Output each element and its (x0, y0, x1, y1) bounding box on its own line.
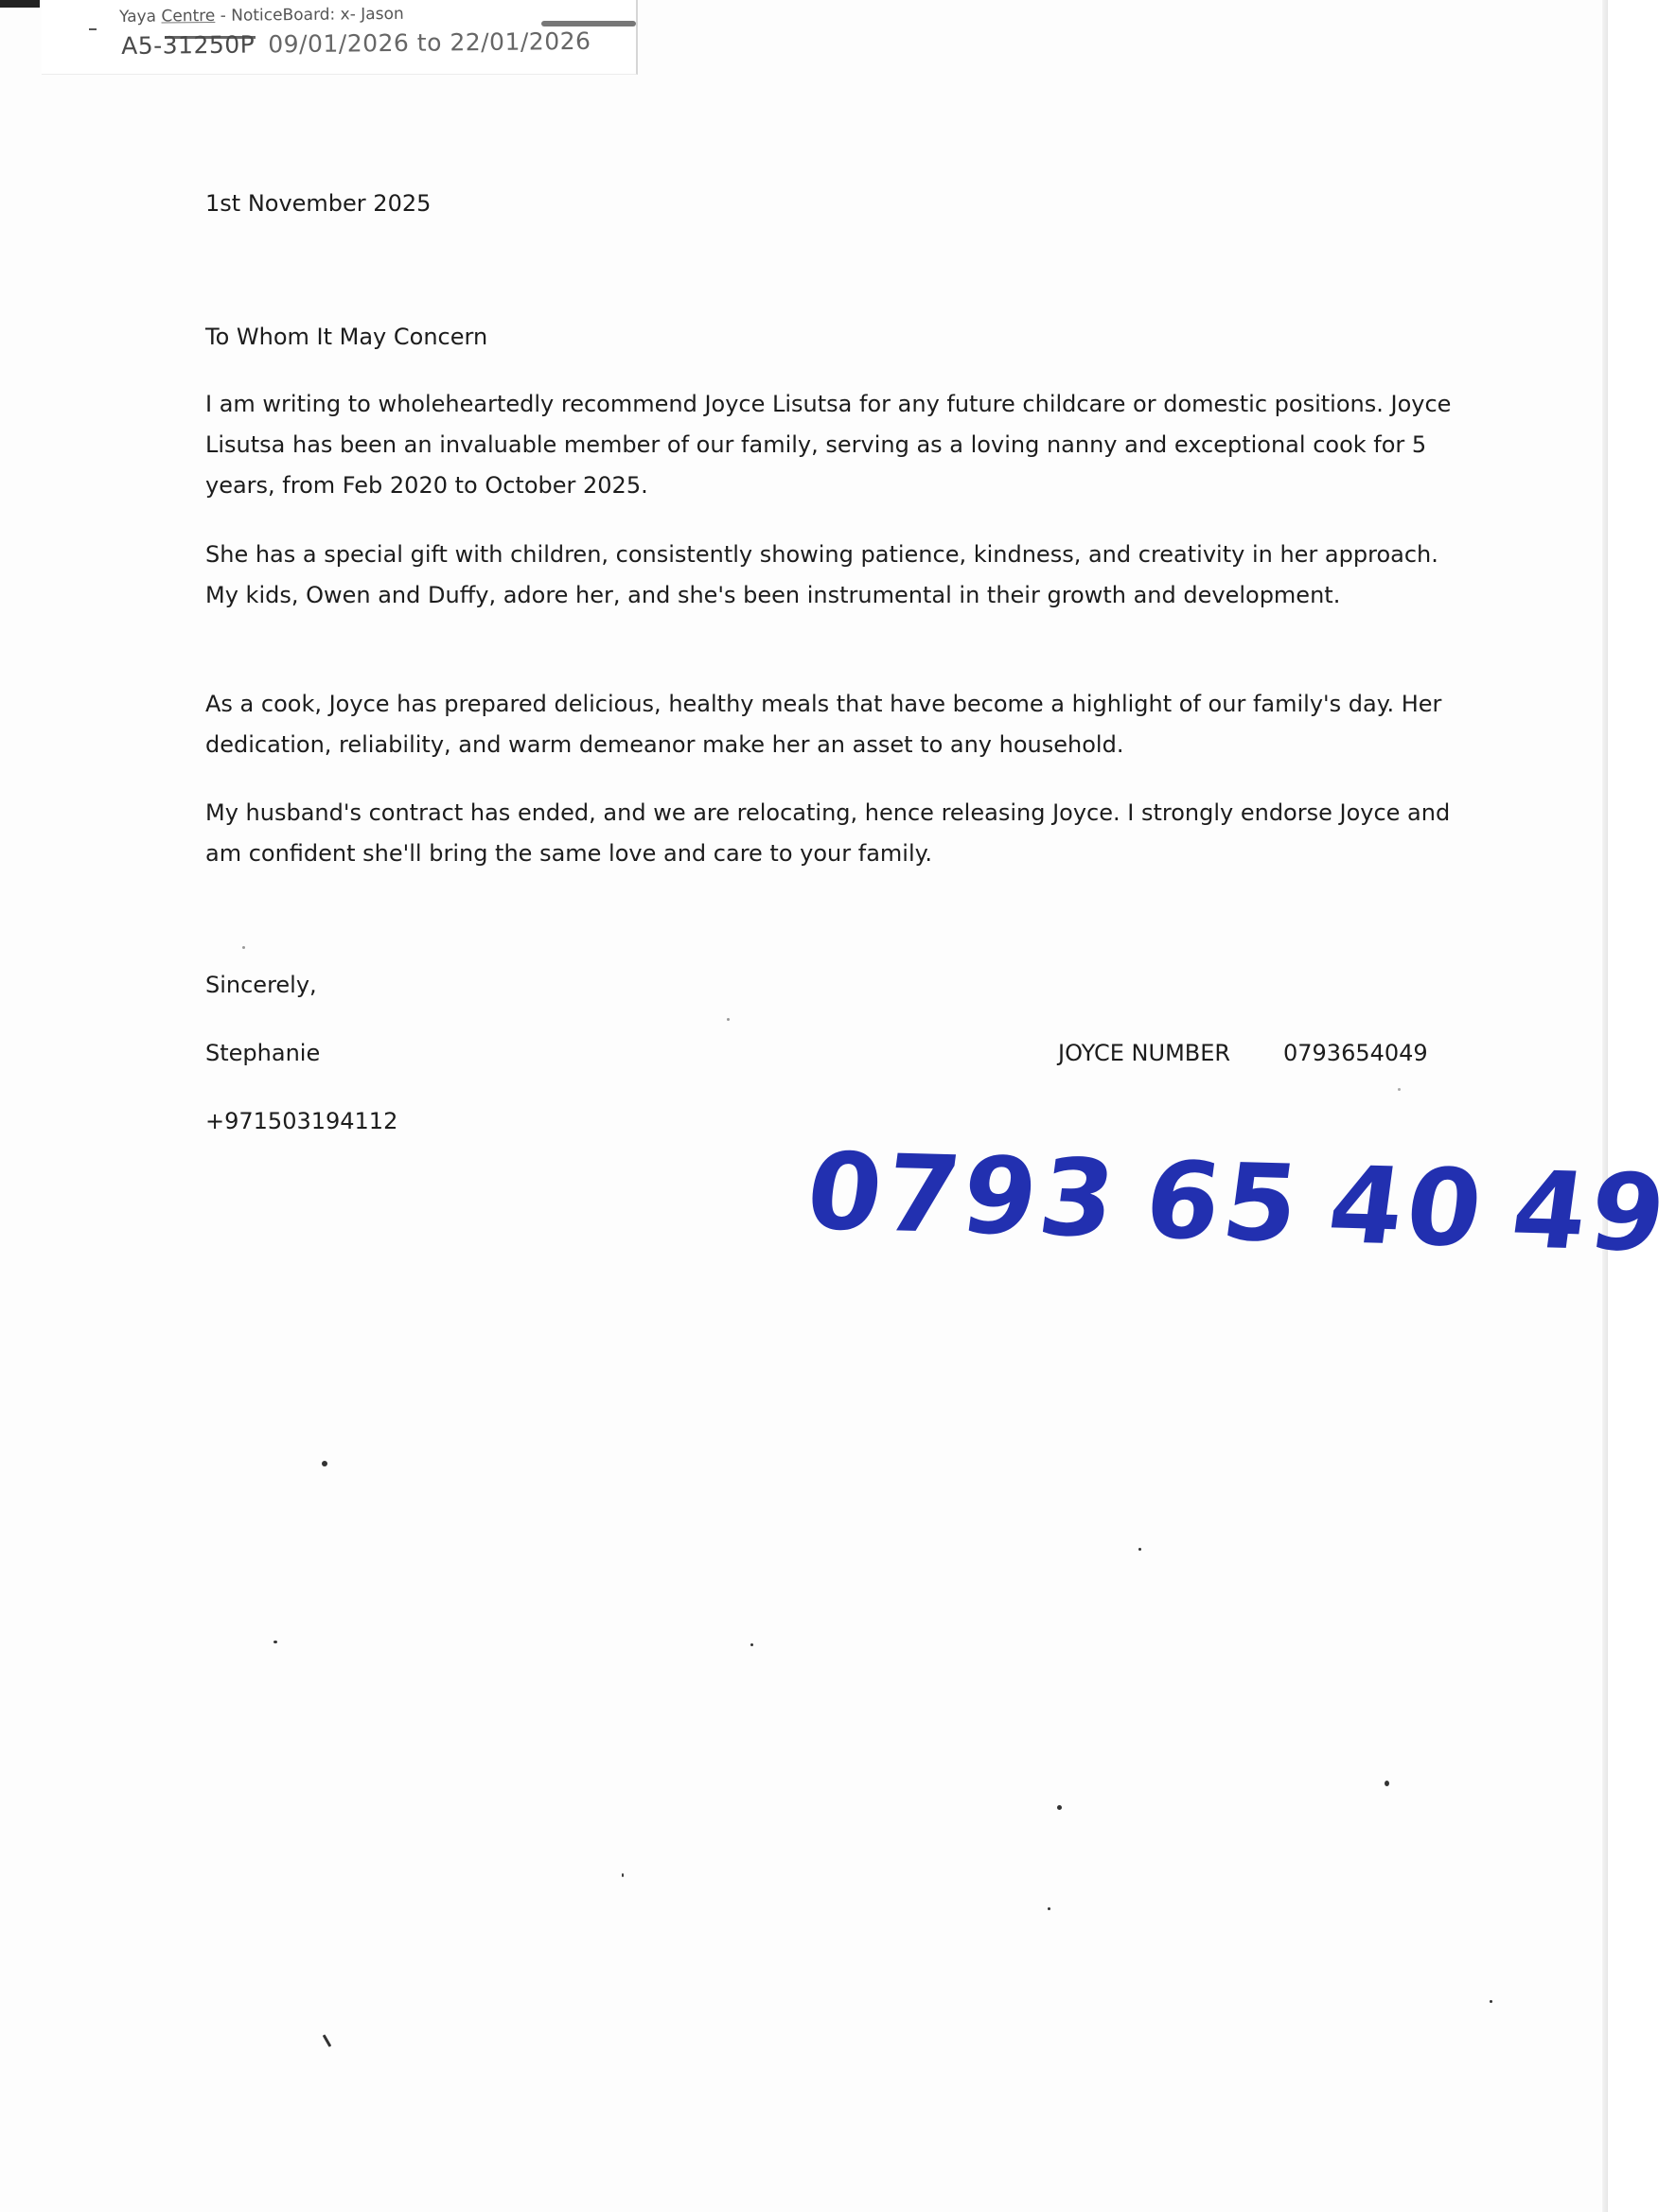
letter-paragraph: I am writing to wholeheartedly recommend Joyce Lisutsa for any future childcare or domestic positions. Joyce Lisutsa has been an invaluable member of our family, serving as a loving nanny and exceptional cook for 5 years, from Feb 2020 to October 2025. (205, 391, 1452, 499)
scan-speck (750, 1643, 753, 1646)
handwritten-group: 65 (1138, 1139, 1310, 1267)
scan-speck (727, 1018, 730, 1021)
letter-date: 1st November 2025 (205, 190, 432, 217)
letter-salutation: To Whom It May Concern (205, 324, 488, 350)
label-prefix: Yaya (119, 7, 162, 26)
scan-speck (622, 1873, 624, 1877)
label-centre: Centre (161, 6, 216, 26)
label-date-range: 09/01/2026 to 22/01/2026 (268, 26, 591, 59)
letter-paragraph: She has a special gift with children, consistently showing patience, kindness, and creativity in her approach. My kids, Owen and Duffy, adore her, and she's been instrumental in their growth and development. (205, 541, 1438, 608)
handwritten-phone-number (800, 1131, 1676, 1275)
handwritten-group: 40 (1321, 1144, 1493, 1272)
scan-speck (1048, 1907, 1050, 1910)
scan-corner-mark (0, 0, 40, 8)
noticeboard-label (42, 0, 638, 75)
letter-signatory: Stephanie (205, 1040, 321, 1066)
handwritten-group: 0793 (799, 1131, 1126, 1262)
label-dash (89, 28, 97, 30)
label-bar (541, 21, 636, 26)
letter-paragraph: My husband's contract has ended, and we are relocating, hence releasing Joyce. I strongly endorse Joyce and am confident she'll bring the same love and care to your family. (205, 799, 1451, 867)
scan-speck (322, 1461, 327, 1466)
label-reference-line (121, 27, 591, 60)
handwritten-group: 49 (1505, 1149, 1676, 1276)
scan-speck (242, 946, 245, 949)
scan-speck (1138, 1548, 1141, 1551)
scan-edge (1602, 0, 1608, 2212)
label-reference: A5-31250P (121, 30, 256, 60)
letter-paragraph: As a cook, Joyce has prepared delicious, healthy meals that have become a highlight of our family's day. Her dedication, reliability, and warm demeanor make her an asset to any household. (205, 691, 1442, 758)
letter-closing: Sincerely, (205, 972, 317, 998)
contact-label: JOYCE NUMBER (1058, 1040, 1231, 1066)
signatory-phone: +971503194112 (205, 1108, 398, 1134)
label-header (119, 5, 404, 26)
label-suffix: - NoticeBoard: x- Jason (215, 4, 404, 26)
scan-speck (273, 1641, 277, 1643)
scan-speck (1398, 1088, 1401, 1091)
contact-number: 0793654049 (1283, 1040, 1428, 1066)
scan-speck (1385, 1781, 1389, 1786)
scan-speck (323, 2034, 332, 2047)
scan-speck (1490, 2000, 1492, 2003)
scan-speck (1057, 1805, 1062, 1810)
